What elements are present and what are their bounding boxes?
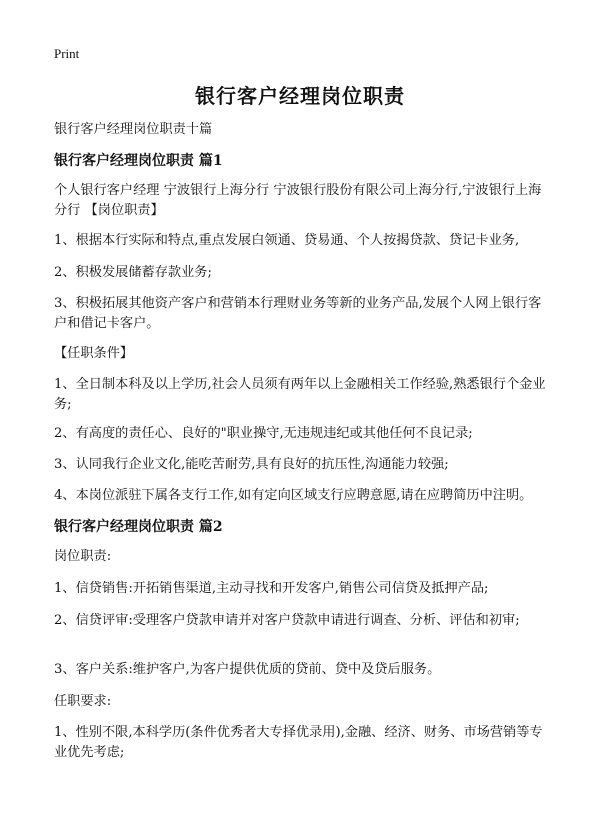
section2-duty-heading: 岗位职责: xyxy=(54,549,112,564)
section1-req-2: 2、有高度的责任心、良好的"职业操守,无违规违纪或其他任何不良记录; xyxy=(54,426,473,441)
section1-heading: 银行客户经理岗位职责 篇1 xyxy=(54,153,223,169)
section2-duty-1: 1、信贷销售:开拓销售渠道,主动寻找和开发客户,销售公司信贷及抵押产品; xyxy=(54,581,489,596)
print-label: Print xyxy=(54,46,80,61)
section2-req-heading: 任职要求: xyxy=(54,694,112,709)
section1-intro: 个人银行客户经理 宁波银行上海分行 宁波银行股份有限公司上海分行,宁波银行上海分行 【岗位职责】 xyxy=(54,183,542,218)
section1-duty-1: 1、根据本行实际和特点,重点发展白领通、贷易通、个人按揭贷款、贷记卡业务, xyxy=(54,233,520,248)
section1-req-1: 1、全日制本科及以上学历,社会人员须有两年以上金融相关工作经验,熟悉银行个金业务; xyxy=(54,377,546,412)
section1-duty-3: 3、积极拓展其他资产客户和营销本行理财业务等新的业务产品,发展个人网上银行客户和借记卡客户。 xyxy=(54,296,542,331)
section2-heading: 银行客户经理岗位职责 篇2 xyxy=(54,519,223,535)
section1-duty-2: 2、积极发展储蓄存款业务; xyxy=(54,265,212,280)
section2-duty-2: 2、信贷评审:受理客户贷款申请并对客户贷款申请进行调查、分析、评估和初审; xyxy=(54,613,520,628)
subtitle: 银行客户经理岗位职责十篇 xyxy=(54,122,213,137)
page-title: 银行客户经理岗位职责 xyxy=(195,84,405,108)
section1-req-3: 3、认同我行企业文化,能吃苦耐劳,具有良好的抗压性,沟通能力较强; xyxy=(54,457,449,472)
section1-req-heading: 【任职条件】 xyxy=(54,346,134,361)
section2-duty-3: 3、客户关系:维护客户,为客户提供优质的贷前、贷中及贷后服务。 xyxy=(54,662,441,677)
section2-req-1: 1、性别不限,本科学历(条件优秀者大专择优录用),金融、经济、财务、市场营销等专业优先考虑; xyxy=(54,725,543,760)
section1-req-4: 4、本岗位派驻下属各支行工作,如有定向区域支行应聘意愿,请在应聘简历中注明。 xyxy=(54,488,533,503)
